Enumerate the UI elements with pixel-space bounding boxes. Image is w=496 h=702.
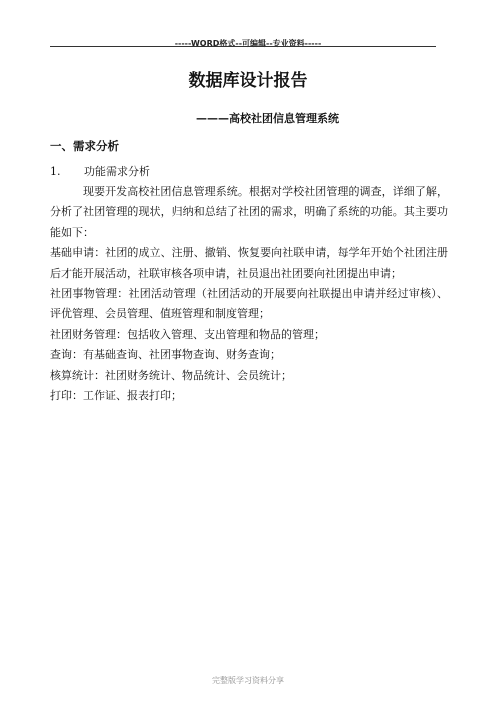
body-text [50, 182, 448, 406]
subsection-heading [50, 163, 150, 179]
page-footer: 完整版学习资料分享 [212, 676, 284, 685]
paragraph-affairs-management: 社团事物管理：社团活动管理（社团活动的开展要向社联提出申请并经过审核）、评优管理、会员管理、值班管理和制度管理； [50, 287, 448, 321]
document-title: 数据库设计报告 [188, 71, 308, 91]
document-subtitle: ———高校社团信息管理系统 [196, 112, 339, 125]
section-heading-requirements: 一、需求分析 [50, 139, 119, 153]
subsection-number: 1. [50, 165, 61, 178]
paragraph-finance-management: 社团财务管理：包括收入管理、支出管理和物品的管理； [50, 327, 325, 341]
paragraph-intro: 现要开发高校社团信息管理系统。根据对学校社团管理的调查，详细了解，分析了社团管理的现状，归纳和总结了社团的需求，明确了系统的功能。其主要功能如下： [50, 185, 448, 239]
paragraph-query: 查询：有基础查询、社团事物查询、财务查询； [50, 348, 281, 362]
page-header: -----WORD格式--可编辑--专业资料----- [174, 39, 322, 48]
paragraph-printing: 打印：工作证、报表打印； [50, 389, 182, 403]
paragraph-statistics: 核算统计：社团财务统计、物品统计、会员统计； [50, 368, 292, 382]
subsection-title: 功能需求分析 [84, 165, 150, 178]
paragraph-basic-application: 基础申请：社团的成立、注册、撤销、恢复要向社联申请，每学年开始个社团注册后才能开展活动，社联审核各项申请，社员退出社团要向社团提出申请； [50, 246, 448, 280]
header-divider [50, 46, 436, 47]
